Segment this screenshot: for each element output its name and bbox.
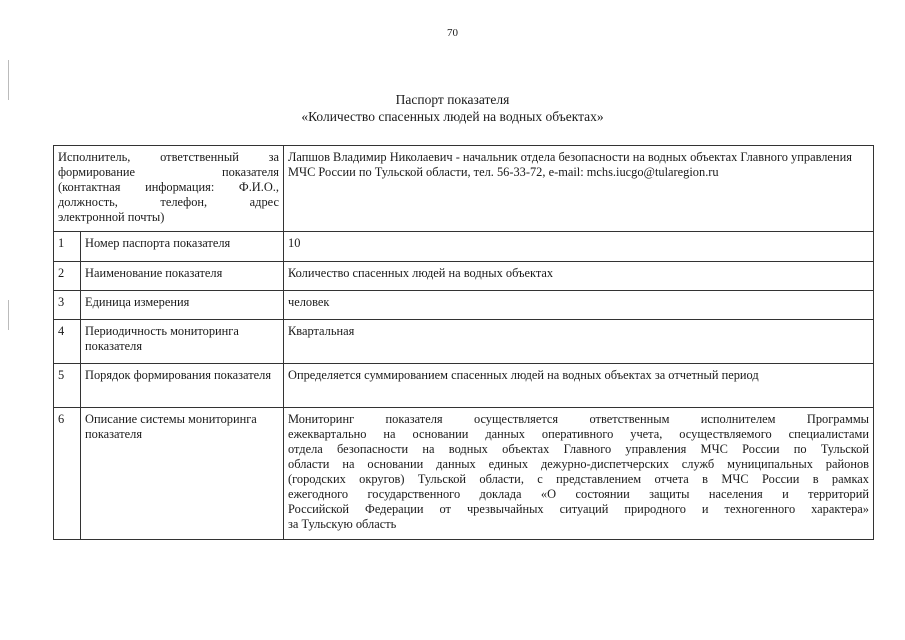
title-line-1: Паспорт показателя [395, 92, 510, 107]
row-value: Квартальная [284, 320, 874, 364]
row-label: Порядок формирования показателя [81, 364, 284, 408]
table-row-executor [54, 146, 874, 232]
scan-margin-mark [8, 300, 9, 330]
row-number: 6 [54, 408, 81, 540]
row-number: 1 [54, 232, 81, 262]
row-number: 2 [54, 262, 81, 291]
row-number: 4 [54, 320, 81, 364]
title-line-2: «Количество спасенных людей на водных объектах» [301, 109, 604, 124]
table-row [54, 320, 874, 364]
document-title [0, 91, 905, 125]
row-value: Мониторинг показателя осуществляется ответственным исполнителем Программы ежеквартально на основании данных оперативного учета, осуществляемого специалистами отдела безопасности на водных объектах Главного управления МЧС России по Тульской области на основании данных единых дежурно-диспетчерских служб муниципальных районов (городских округов) Тульской области, с представлением отчета в МЧС России в рамках ежегодного государственного доклада «О состоянии защиты населения и территорий Российской Федерации от чрезвычайных ситуаций природного и техногенного характера» за Тульскую область [284, 408, 874, 540]
row-value: 10 [284, 232, 874, 262]
executor-label-cell: Исполнитель, ответственный за формирование показателя (контактная информация: Ф.И.О., должность, телефон, адрес электронной почты) [54, 146, 284, 232]
table-row [54, 291, 874, 320]
table-row [54, 232, 874, 262]
row-label: Описание системы мониторинга показателя [81, 408, 284, 540]
table-row [54, 408, 874, 540]
row-label: Периодичность мониторинга показателя [81, 320, 284, 364]
row-label: Наименование показателя [81, 262, 284, 291]
row-value: человек [284, 291, 874, 320]
row-number: 3 [54, 291, 81, 320]
row-number: 5 [54, 364, 81, 408]
executor-value-cell: Лапшов Владимир Николаевич - начальник отдела безопасности на водных объектах Главного управления МЧС России по Тульской области, тел. 56-33-72, e-mail: mchs.iucgo@tularegion.ru [284, 146, 874, 232]
page-number: 70 [447, 27, 458, 39]
row-label: Номер паспорта показателя [81, 232, 284, 262]
row-value: Определяется суммированием спасенных людей на водных объектах за отчетный период [284, 364, 874, 408]
row-label: Единица измерения [81, 291, 284, 320]
table-row [54, 262, 874, 291]
row-value: Количество спасенных людей на водных объектах [284, 262, 874, 291]
table-row [54, 364, 874, 408]
passport-table [53, 145, 874, 540]
